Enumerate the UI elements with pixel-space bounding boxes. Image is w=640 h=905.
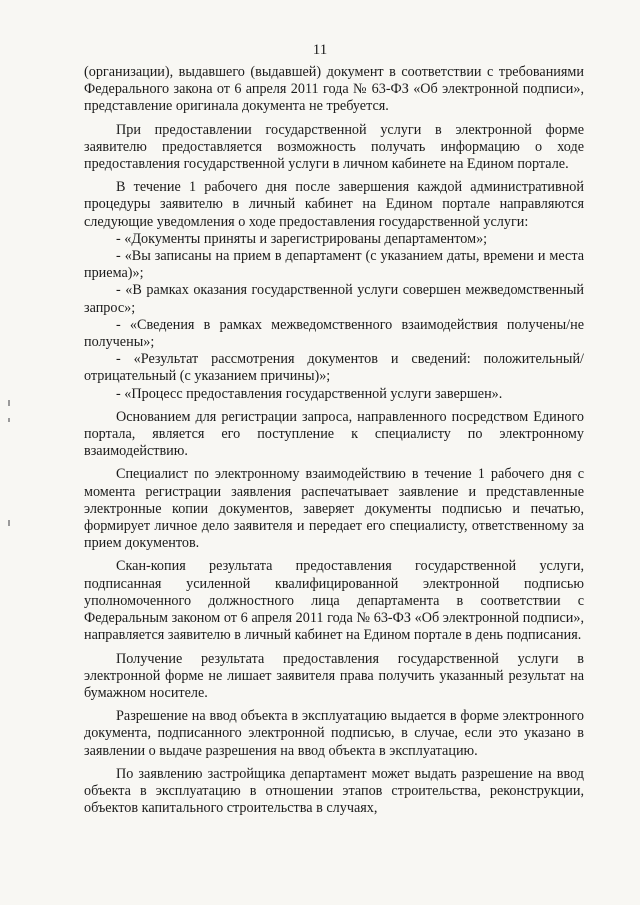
list-item: - «Результат рассмотрения документов и сведений: положительный/отрицательный (с указанием причины)»; [84,351,584,385]
page-number: 11 [312,42,328,58]
scan-artifact [8,520,10,526]
paragraph: По заявлению застройщика департамент может выдать разрешение на ввод объекта в эксплуатацию в отношении этапов строительства, реконструкции, объектов капитального строительства в случаях, [84,765,584,817]
paragraph: Основанием для регистрации запроса, направленного посредством Единого портала, является его поступление к специалисту по электронному взаимодействию. [84,408,584,460]
list-item: - «Документы приняты и зарегистрированы департаментом»; [116,230,488,247]
paragraph: Разрешение на ввод объекта в эксплуатацию выдается в форме электронного документа, подписанного электронной подписью, в случае, если это указано в заявлении о выдаче разрешения на ввод объекта в эксплуатацию. [84,708,584,759]
list-item: - «Процесс предоставления государственной услуги завершен». [116,385,503,402]
paragraph: Специалист по электронному взаимодействию в течение 1 рабочего дня с момента регистрации заявления распечатывает заявление и представленные электронные копии документов, заверяет документы подписью и печатью, формирует личное дело заявителя и передает его специалисту, ответственному за прием документов. [84,466,584,552]
paragraph: В течение 1 рабочего дня после завершения каждой административной процедуры заявителю в личный кабинет на Едином портале направляются следующие уведомления о ходе предоставления государственной услуги: [84,179,584,230]
scan-artifact [8,418,10,422]
document-body [84,64,584,817]
paragraph: Скан-копия результата предоставления государственной услуги, подписанная усиленной квалифицированной электронной подписью уполномоченного должностного лица департамента в соответствии с Федеральным законом от 6 апреля 2011 года № 63-ФЗ «Об электронной подписи», направляется заявителю в личный кабинет на Едином портале в день подписания. [84,558,584,644]
list-item: - «Сведения в рамках межведомственного взаимодействия получены/не получены»; [84,316,584,351]
paragraph: Получение результата предоставления государственной услуги в электронной форме не лишает заявителя права получить указанный результат на бумажном носителе. [84,650,584,701]
paragraph: При предоставлении государственной услуги в электронной форме заявителю предоставляется возможность получать информацию о ходе предоставления государственной услуги в личном кабинете на Едином портале. [84,121,584,173]
list-item: - «В рамках оказания государственной услуги совершен межведомственный запрос»; [84,282,584,316]
list-item: - «Вы записаны на прием в департамент (с указанием даты, времени и места приема)»; [84,248,584,282]
paragraph: (организации), выдавшего (выдавшей) документ в соответствии с требованиями Федерального закона от 6 апреля 2011 года № 63-ФЗ «Об электронной подписи», представление оригинала документа не требуется. [84,64,584,115]
scan-artifact [8,400,10,406]
